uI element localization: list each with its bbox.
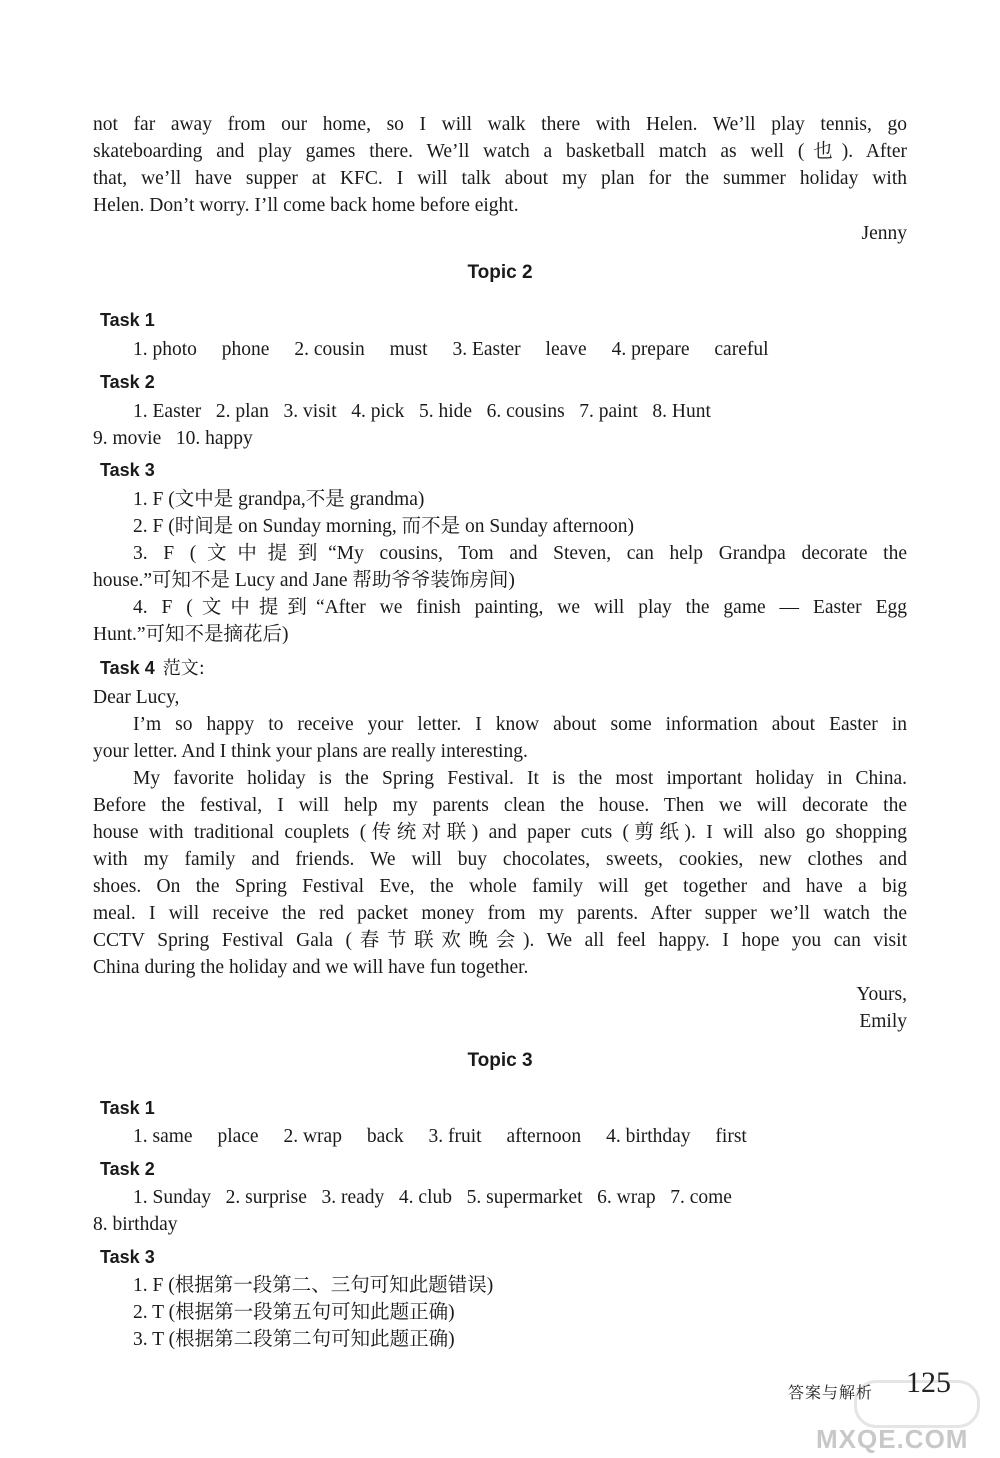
- letter2-salutation: Dear Lucy,: [93, 687, 180, 708]
- letter1-line-4: Helen. Don’t worry. I’ll come back home before eight.: [93, 195, 519, 216]
- letter1-line-1: not far away from our home, so I will walk there with Helen. We’ll play tennis, go: [93, 114, 907, 135]
- topic2-task1-answers: [133, 336, 907, 363]
- topic3-task3-item-3: 3. T (根据第二段第二句可知此题正确): [133, 1329, 455, 1350]
- letter2-line-5: house with traditional couplets (传统对联) and paper cuts (剪纸). I will also go shopping: [93, 822, 907, 843]
- letter2-line-6: with my family and friends. We will buy chocolates, sweets, cookies, new clothes and: [93, 849, 907, 870]
- topic3-task1-answers: [133, 1123, 907, 1150]
- footer-section-title: 答案与解析: [788, 1383, 874, 1402]
- letter1-line-2: skateboarding and play games there. We’ll watch a basketball match as well (也). After: [93, 141, 907, 162]
- topic2-task4-extra: 范文:: [162, 658, 205, 679]
- answer-word: 3. Easter: [452, 339, 521, 360]
- topic3-task2-line-1: 1. Sunday 2. surprise 3. ready 4. club 5. supermarket 6. wrap 7. come: [133, 1187, 732, 1208]
- topic3-task3-label: Task 3: [100, 1247, 155, 1267]
- answer-word: place: [217, 1126, 259, 1147]
- topic3-task1-label: Task 1: [100, 1098, 155, 1118]
- topic2-task3-item-4a: 4. F (文中提到“After we finish painting, we will play the game — Easter Egg: [133, 597, 907, 618]
- topic2-task3-item-2: 2. F (时间是 on Sunday morning, 而不是 on Sunday afternoon): [133, 516, 635, 537]
- topic2-task2-line-1: 1. Easter 2. plan 3. visit 4. pick 5. hide 6. cousins 7. paint 8. Hunt: [133, 401, 711, 422]
- answer-word: phone: [221, 339, 270, 360]
- topic2-task3-label: Task 3: [100, 460, 155, 480]
- letter2-line-3: My favorite holiday is the Spring Festival. It is the most important holiday in China.: [133, 768, 907, 789]
- page-number: 125: [906, 1366, 951, 1399]
- topic3-title: Topic 3: [467, 1050, 533, 1071]
- answer-word: 3. fruit: [428, 1126, 482, 1147]
- answer-word: afternoon: [506, 1126, 582, 1147]
- topic2-task1-label: Task 1: [100, 310, 155, 330]
- answer-word: 1. photo: [133, 339, 197, 360]
- topic2-task3-item-3a: 3. F (文中提到“My cousins, Tom and Steven, can help Grandpa decorate the: [133, 543, 907, 564]
- topic3-task3-item-2: 2. T (根据第一段第五句可知此题正确): [133, 1302, 455, 1323]
- topic2-task3-item-4b: Hunt.”可知不是摘花后): [93, 624, 289, 645]
- letter2-line-8: meal. I will receive the red packet money from my parents. After supper we’ll watch the: [93, 903, 907, 924]
- answer-word: careful: [714, 339, 769, 360]
- letter2-line-9: CCTV Spring Festival Gala (春节联欢晚会). We all feel happy. I hope you can visit: [93, 930, 907, 951]
- answer-word: 2. cousin: [294, 339, 365, 360]
- letter2-line-2: your letter. And I think your plans are really interesting.: [93, 741, 528, 762]
- letter2-line-10: China during the holiday and we will have fun together.: [93, 957, 529, 978]
- topic3-task2-line-2: 8. birthday: [93, 1214, 178, 1235]
- answer-word: 4. birthday: [606, 1126, 691, 1147]
- answer-word: 4. prepare: [611, 339, 690, 360]
- answer-word: 2. wrap: [283, 1126, 342, 1147]
- letter2-line-1: I’m so happy to receive your letter. I know about some information about Easter in: [133, 714, 907, 735]
- topic2-task3-item-3b: house.”可知不是 Lucy and Jane 帮助爷爷装饰房间): [93, 570, 515, 591]
- topic3-task2-label: Task 2: [100, 1159, 155, 1179]
- letter1-signature: Jenny: [861, 223, 907, 244]
- page-footer: [788, 1366, 988, 1412]
- topic2-title: Topic 2: [467, 262, 533, 283]
- answer-word: first: [715, 1126, 747, 1147]
- answer-word: must: [389, 339, 428, 360]
- topic2-task4-header: [100, 655, 205, 682]
- topic2-task4-label: Task 4: [100, 658, 155, 678]
- letter2-line-7: shoes. On the Spring Festival Eve, the whole family will get together and have a big: [93, 876, 907, 897]
- topic2-task3-item-1: 1. F (文中是 grandpa,不是 grandma): [133, 489, 425, 510]
- letter2-closing: Yours,: [856, 984, 907, 1005]
- letter2-signature: Emily: [859, 1011, 907, 1032]
- topic2-task2-label: Task 2: [100, 372, 155, 392]
- answer-word: 1. same: [133, 1126, 193, 1147]
- answer-word: back: [366, 1126, 404, 1147]
- topic2-task2-line-2: 9. movie 10. happy: [93, 428, 253, 449]
- letter2-line-4: Before the festival, I will help my parents clean the house. Then we will decorate the: [93, 795, 907, 816]
- topic3-task3-item-1: 1. F (根据第一段第二、三句可知此题错误): [133, 1275, 494, 1296]
- letter1-line-3: that, we’ll have supper at KFC. I will talk about my plan for the summer holiday with: [93, 168, 907, 189]
- answer-word: leave: [545, 339, 587, 360]
- watermark-text: MXQE.COM: [816, 1424, 969, 1454]
